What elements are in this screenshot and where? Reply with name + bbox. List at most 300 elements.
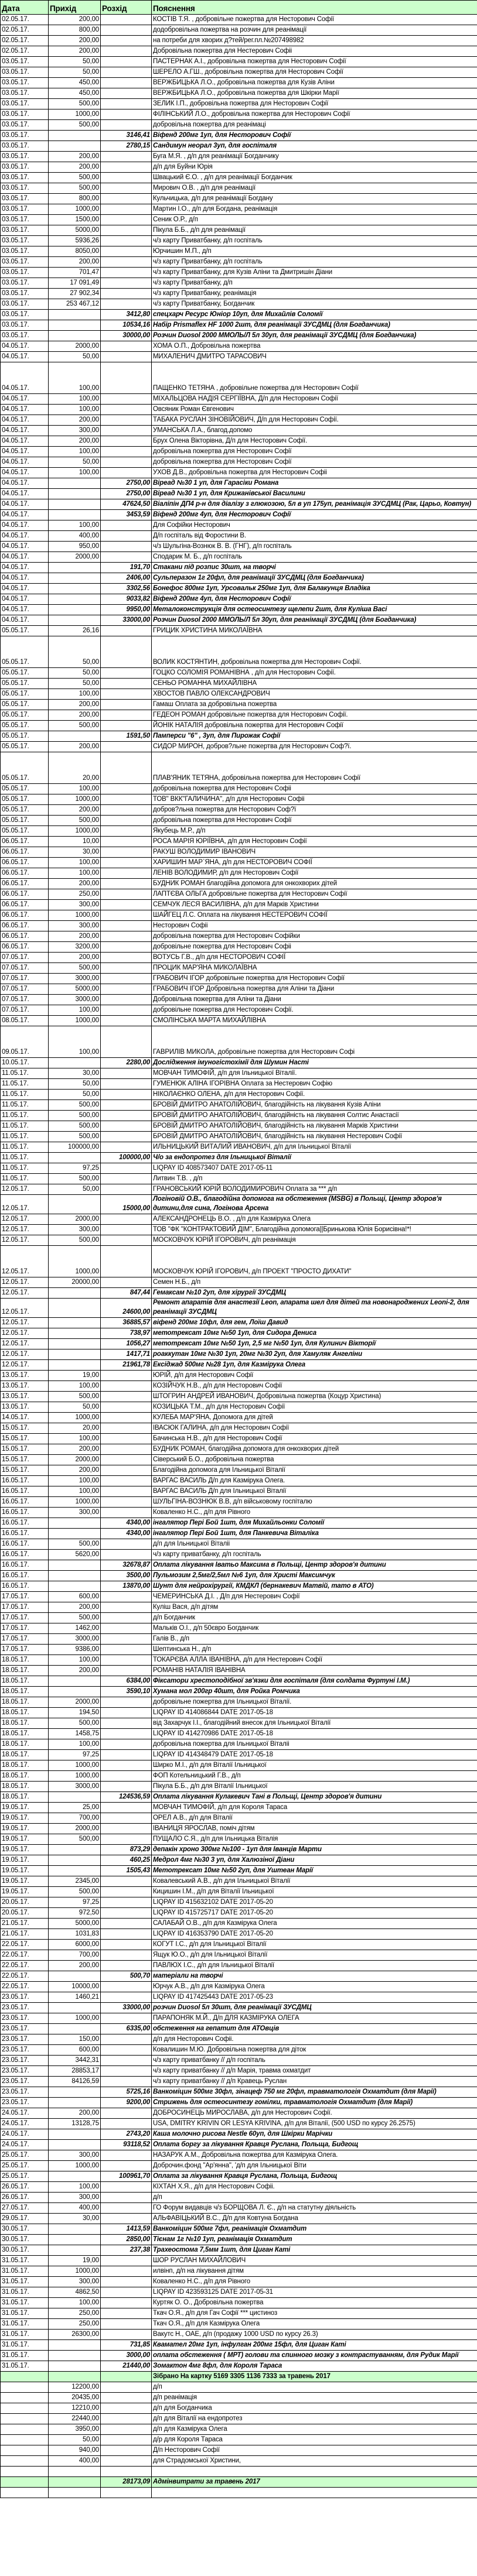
description-cell: ч/з карту Приватбанку, для Кузів Аліни та Дмитришін Діани xyxy=(152,268,477,278)
income-cell: 500,00 xyxy=(49,1132,101,1142)
date-cell: 11.05.17. xyxy=(1,1079,49,1090)
date-cell: 19.05.17. xyxy=(1,1855,49,1866)
income-cell: 3200,00 xyxy=(49,942,101,953)
expense-cell xyxy=(101,1235,152,1246)
income-cell: 800,00 xyxy=(49,194,101,204)
description-cell: ПУЩАЛО С.Я., д/п для Ільницька Віталія xyxy=(152,1834,477,1845)
expense-cell xyxy=(101,2435,152,2445)
table-row xyxy=(1,2298,477,2308)
expense-cell xyxy=(101,236,152,246)
description-cell: добров?льна пожертва для Несторович Соф?ї xyxy=(152,805,477,816)
date-cell: 14.05.17. xyxy=(1,1413,49,1423)
table-row xyxy=(1,1666,477,1676)
table-row xyxy=(1,1299,477,1318)
description-cell: Ткач О.Я., д/п для Гач Софії *** цистиноз xyxy=(152,2308,477,2319)
expense-cell: 873,29 xyxy=(101,1845,152,1855)
table-row xyxy=(1,1560,477,1571)
date-cell: 03.05.17. xyxy=(1,99,49,109)
table-row xyxy=(1,2003,477,2013)
description-cell: Ковалевський А.В., д/п для Ільницької Віталії xyxy=(152,1876,477,1887)
income-cell xyxy=(49,1349,101,1360)
description-cell: Розчин Duosol 2000 ММОЛЬ/Л 5л 30уп, для реанімації ЗУСДМЦ (для Богданчика) xyxy=(152,615,477,626)
date-cell: 18.05.17. xyxy=(1,1666,49,1676)
table-row xyxy=(1,478,477,489)
date-cell: 17.05.17. xyxy=(1,1592,49,1602)
expense-cell xyxy=(101,1277,152,1288)
income-cell: 50,00 xyxy=(49,2435,101,2445)
table-row xyxy=(1,1581,477,1592)
table-row xyxy=(1,1058,477,1068)
description-cell: LIQPAY ID 415725717 DATE 2017-05-20 xyxy=(152,1908,477,1919)
expense-cell: 21440,00 xyxy=(101,2361,152,2372)
income-cell: 3000,00 xyxy=(49,1782,101,1792)
table-row xyxy=(1,2087,477,2098)
expense-cell: 1056,27 xyxy=(101,1339,152,1349)
date-cell: 03.05.17. xyxy=(1,162,49,173)
description-cell: Віаліпін ДП4 р-н для діалізу з глюкозою, 5л в уп 175уп, реанімація ЗУСДМЦ (Рак, Царьо, Ковтун) xyxy=(152,499,477,510)
table-row xyxy=(1,194,477,204)
table-row xyxy=(1,352,477,362)
expense-cell xyxy=(101,742,152,752)
expense-cell xyxy=(101,868,152,879)
income-cell: 19,00 xyxy=(49,1371,101,1381)
income-cell: 2000,00 xyxy=(49,1824,101,1834)
date-cell: 19.05.17. xyxy=(1,1803,49,1813)
date-cell: 31.05.17. xyxy=(1,2361,49,2372)
description-cell: Трахеостома 7,5мм 1шт, для Циган Каті xyxy=(152,2245,477,2256)
expense-cell xyxy=(101,995,152,1005)
date-cell: 23.05.17. xyxy=(1,2056,49,2066)
expense-cell: 3146,41 xyxy=(101,131,152,141)
income-cell: 10000,00 xyxy=(49,1982,101,1992)
income-cell: 500,00 xyxy=(49,1718,101,1729)
income-cell xyxy=(49,2361,101,2372)
date-cell: 03.05.17. xyxy=(1,109,49,120)
date-cell: 16.05.17. xyxy=(1,1571,49,1581)
description-cell: РОСА МАРІЯ ЮРІЇВНА, д/п для Несторович Софії xyxy=(152,837,477,847)
table-row xyxy=(1,2456,477,2467)
income-cell: 100,00 xyxy=(49,2298,101,2308)
income-cell: 300,00 xyxy=(49,921,101,931)
table-row xyxy=(1,974,477,984)
description-cell: ШТОГРИН АНДРЕЙ ИВАНОВИЧ, Добровільна пожертва (Коцур Христина) xyxy=(152,1392,477,1402)
income-cell: 200,00 xyxy=(49,436,101,447)
income-cell xyxy=(49,310,101,320)
table-row xyxy=(1,141,477,152)
date-cell: 13.05.17. xyxy=(1,1371,49,1381)
description-cell: Хумана мол 200гр 40шт, для Ройка Ромчика xyxy=(152,1687,477,1697)
expense-cell xyxy=(101,2445,152,2456)
date-cell: 26.05.17. xyxy=(1,2182,49,2193)
description-cell: ДОБРОСИНЕЦЬ МИРОСЛАВА, д/п для Несторович Софії. xyxy=(152,2108,477,2119)
income-cell: 12210,00 xyxy=(49,2403,101,2414)
income-cell: 2000,00 xyxy=(49,341,101,352)
table-row xyxy=(1,2424,477,2435)
table-row xyxy=(1,1592,477,1602)
description-cell: САЛАБАЙ О.В., д/п для Казмірука Олега xyxy=(152,1919,477,1929)
table-row xyxy=(1,689,477,700)
expense-cell xyxy=(101,468,152,478)
table-row xyxy=(1,2056,477,2066)
expense-cell: 93118,52 xyxy=(101,2140,152,2150)
expense-cell xyxy=(101,1623,152,1634)
date-cell: 17.05.17. xyxy=(1,1634,49,1645)
table-row xyxy=(1,984,477,995)
table-row xyxy=(1,858,477,868)
table-row xyxy=(1,2129,477,2140)
table-row xyxy=(1,173,477,183)
date-cell: 03.05.17. xyxy=(1,152,49,162)
description-cell: Куртяк О. О., Добровільна пожертва xyxy=(152,2298,477,2308)
expense-cell xyxy=(101,46,152,57)
description-cell: Логіновій О.В., благодійна допомога на обстеження (MSBG) в Польщі, Центр здоров'я дитини,для сина, Логінова Арсена xyxy=(152,1195,477,1214)
description-cell: Галів В., д/п xyxy=(152,1634,477,1645)
description-cell: додобровільна пожертва на розчин для реанімації xyxy=(152,25,477,36)
expense-cell xyxy=(101,1718,152,1729)
date-cell: 05.05.17. xyxy=(1,626,49,636)
table-row xyxy=(1,162,477,173)
table-row xyxy=(1,78,477,88)
table-row xyxy=(1,1760,477,1771)
table-row xyxy=(1,1708,477,1718)
expense-cell xyxy=(101,847,152,858)
income-cell: 1000,00 xyxy=(49,1016,101,1026)
income-cell: 200,00 xyxy=(49,257,101,268)
date-cell: 07.05.17. xyxy=(1,995,49,1005)
table-row xyxy=(1,837,477,847)
description-cell: Пікула Б.Б., д/п для Віталії Ільницької xyxy=(152,1782,477,1792)
expense-cell xyxy=(101,931,152,942)
description-cell: ч/з карту Приватбанку, д/п госпіталь xyxy=(152,236,477,246)
date-cell: 15.05.17. xyxy=(1,1465,49,1476)
date-cell: 31.05.17. xyxy=(1,2266,49,2277)
income-cell xyxy=(49,1339,101,1349)
income-cell: 300,00 xyxy=(49,1508,101,1518)
expense-cell xyxy=(101,1897,152,1908)
table-row xyxy=(1,320,477,331)
income-cell xyxy=(49,584,101,594)
expense-cell xyxy=(101,436,152,447)
table-row xyxy=(1,183,477,194)
description-cell: Віфенд 200мг 1уп, для Несторович Софії xyxy=(152,131,477,141)
expense-cell xyxy=(101,415,152,426)
table-row xyxy=(1,784,477,794)
income-cell: 50,00 xyxy=(49,57,101,67)
income-cell: 1031,83 xyxy=(49,1929,101,1940)
description-cell: Тієнам 1г №10 1уп, реанімація Охматдит xyxy=(152,2235,477,2245)
income-cell xyxy=(49,1866,101,1876)
income-cell xyxy=(49,731,101,742)
expense-cell xyxy=(101,1666,152,1676)
date-cell: 16.05.17. xyxy=(1,1550,49,1560)
expense-cell xyxy=(101,2256,152,2266)
description-cell: МОСКОВЧУК ЮРІЙ ІГОРОВИЧ, д/п реанімація xyxy=(152,1235,477,1246)
income-cell: 1000,00 xyxy=(49,109,101,120)
table-row xyxy=(1,1539,477,1550)
expense-cell xyxy=(101,2108,152,2119)
date-cell: 06.05.17. xyxy=(1,868,49,879)
income-cell: 50,00 xyxy=(49,636,101,668)
table-row xyxy=(1,225,477,236)
date-cell: 02.05.17. xyxy=(1,46,49,57)
expense-cell xyxy=(101,1602,152,1613)
expense-cell xyxy=(101,1121,152,1132)
expense-cell xyxy=(101,204,152,215)
date-cell: 12.05.17. xyxy=(1,1195,49,1214)
description-cell xyxy=(152,2467,477,2477)
date-cell: 03.05.17. xyxy=(1,310,49,320)
income-cell xyxy=(49,573,101,584)
date-cell: 18.05.17. xyxy=(1,1760,49,1771)
expense-cell xyxy=(101,1090,152,1100)
income-cell: 100,00 xyxy=(49,1655,101,1666)
expense-cell xyxy=(101,299,152,310)
income-cell: 50,00 xyxy=(49,457,101,468)
income-cell: 500,00 xyxy=(49,1174,101,1184)
income-cell: 19,00 xyxy=(49,2256,101,2266)
description-cell: ПАСТЕРНАК А.І., добровільна пожертва для Несторович Софії xyxy=(152,57,477,67)
table-row xyxy=(1,1792,477,1803)
description-cell: ШУЛЬГІНА-ВОЗНЮК В.В, д/п військовому госпіталю xyxy=(152,1497,477,1508)
expense-cell: 100000,00 xyxy=(101,1153,152,1163)
expense-cell xyxy=(101,2077,152,2087)
income-cell: 200,00 xyxy=(49,36,101,46)
table-row xyxy=(1,1465,477,1476)
table-row xyxy=(1,2287,477,2298)
income-cell: 12200,00 xyxy=(49,2382,101,2393)
date-cell: 04.05.17. xyxy=(1,605,49,615)
income-cell xyxy=(49,1058,101,1068)
income-cell: 1000,00 xyxy=(49,1413,101,1423)
income-cell: 972,50 xyxy=(49,1908,101,1919)
date-cell: 24.05.17. xyxy=(1,2119,49,2129)
date-cell: 19.05.17. xyxy=(1,1813,49,1824)
date-cell: 04.05.17. xyxy=(1,457,49,468)
table-row xyxy=(1,552,477,563)
table-row xyxy=(1,2351,477,2361)
date-cell: 04.05.17. xyxy=(1,478,49,489)
date-cell: 11.05.17. xyxy=(1,1132,49,1142)
table-row xyxy=(1,1016,477,1026)
expense-cell xyxy=(101,2488,152,2498)
income-cell xyxy=(49,1845,101,1855)
expense-cell: 3412,80 xyxy=(101,310,152,320)
description-cell: д/п для Казмірука Олега xyxy=(152,2424,477,2435)
table-row xyxy=(1,1550,477,1560)
description-cell: Семен Н.Б., д/п xyxy=(152,1277,477,1288)
description-cell: ПЛАВ'ЯНИК ТЕТЯНА, добровільна пожертва для Несторович Софії xyxy=(152,752,477,784)
date-cell: 18.05.17. xyxy=(1,1655,49,1666)
description-cell: Стакани під розпис 30шт, на творчі xyxy=(152,563,477,573)
expense-cell xyxy=(101,1371,152,1381)
table-row xyxy=(1,942,477,953)
income-cell xyxy=(49,1518,101,1529)
income-cell: 250,00 xyxy=(49,889,101,900)
table-row xyxy=(1,542,477,552)
table-row xyxy=(1,405,477,415)
description-cell: ГЕДЕОН РОМАН добровільне пожертва для Несторович Софії. xyxy=(152,710,477,721)
income-cell xyxy=(49,2171,101,2182)
table-row xyxy=(1,2235,477,2245)
table-row xyxy=(1,2277,477,2287)
table-row xyxy=(1,1497,477,1508)
date-cell: 15.05.17. xyxy=(1,1434,49,1444)
income-cell xyxy=(49,1195,101,1214)
income-cell: 3000,00 xyxy=(49,974,101,984)
table-row xyxy=(1,447,477,457)
table-header xyxy=(1,1,477,15)
date-cell: 05.05.17. xyxy=(1,679,49,689)
date-cell: 03.05.17. xyxy=(1,204,49,215)
table-row xyxy=(1,499,477,510)
date-cell: 16.05.17. xyxy=(1,1508,49,1518)
expense-cell xyxy=(101,805,152,816)
expense-cell xyxy=(101,1174,152,1184)
table-row xyxy=(1,25,477,36)
expense-cell: 3000,00 xyxy=(101,2351,152,2361)
description-cell: д/р для Короля Тараса xyxy=(152,2435,477,2445)
date-cell: 03.05.17. xyxy=(1,173,49,183)
expense-cell xyxy=(101,1402,152,1413)
date-cell: 23.05.17. xyxy=(1,2034,49,2045)
income-cell: 500,00 xyxy=(49,173,101,183)
description-cell: КОГУТ І.С., д/п для Ільницької Віталії xyxy=(152,1940,477,1950)
table-row xyxy=(1,2077,477,2087)
expense-cell xyxy=(101,457,152,468)
date-cell: 11.05.17. xyxy=(1,1090,49,1100)
expense-cell xyxy=(101,1950,152,1961)
expense-cell: 2406,00 xyxy=(101,573,152,584)
expense-cell xyxy=(101,1392,152,1402)
income-cell: 500,00 xyxy=(49,1613,101,1623)
description-cell: оплата обстеження ( МРТ) голови та спинного мозку з контрастуванням, для Рудик Марії xyxy=(152,2351,477,2361)
income-cell xyxy=(49,615,101,626)
table-row xyxy=(1,331,477,341)
table-row xyxy=(1,742,477,752)
expense-cell xyxy=(101,700,152,710)
table-row xyxy=(1,2203,477,2214)
description-cell: ч/з карту Приватбанку, д/п xyxy=(152,278,477,289)
table-row xyxy=(1,2024,477,2034)
expense-cell xyxy=(101,2330,152,2340)
expense-cell: 2750,00 xyxy=(101,489,152,499)
income-cell: 50,00 xyxy=(49,668,101,679)
description-cell: ЙОНІК НАТАЛІЯ добровільна пожертва для Несторович Софії xyxy=(152,721,477,731)
expense-cell xyxy=(101,1111,152,1121)
table-row xyxy=(1,2171,477,2182)
income-cell: 2000,00 xyxy=(49,1455,101,1465)
expense-cell: 6384,00 xyxy=(101,1676,152,1687)
description-cell: Ч/о за ендопротез для Ільницької Віталії xyxy=(152,1153,477,1163)
income-cell: 100,00 xyxy=(49,394,101,405)
date-cell xyxy=(1,2424,49,2435)
description-cell: Ковалишин М.Ю. Добровільна пожертва для діток xyxy=(152,2045,477,2056)
description-cell: ТОКАРЄВА АЛЛА ІВАНІВНА, д/п для Нестерович Софії xyxy=(152,1655,477,1666)
description-cell: Литвин Т.В. , д/п xyxy=(152,1174,477,1184)
date-cell: 04.05.17. xyxy=(1,531,49,542)
income-cell: 1000,00 xyxy=(49,2013,101,2024)
table-row xyxy=(1,1195,477,1214)
description-cell: ГУМЕНЮК АЛІНА ІГОРІВНА Оплата за Нестерович Софію xyxy=(152,1079,477,1090)
income-cell xyxy=(49,563,101,573)
income-cell: 500,00 xyxy=(49,1100,101,1111)
table-row xyxy=(1,436,477,447)
table-row xyxy=(1,1328,477,1339)
date-cell: 12.05.17. xyxy=(1,1299,49,1318)
date-cell: 12.05.17. xyxy=(1,1360,49,1371)
expense-cell xyxy=(101,15,152,25)
expense-cell: 100961,70 xyxy=(101,2171,152,2182)
table-row xyxy=(1,1529,477,1539)
description-cell: Сподарик М. Б., д/п госпіталь xyxy=(152,552,477,563)
expense-cell xyxy=(101,2456,152,2467)
date-cell: 03.05.17. xyxy=(1,67,49,78)
income-cell xyxy=(49,2140,101,2150)
table-row xyxy=(1,1992,477,2003)
income-cell: 600,00 xyxy=(49,2045,101,2056)
expense-cell xyxy=(101,953,152,963)
expense-cell xyxy=(101,1982,152,1992)
description-cell: ч/з Шульгіна-Вознюк В. В. (ГНГ), д/п госпіталь xyxy=(152,542,477,552)
date-cell: 05.05.17. xyxy=(1,816,49,826)
income-cell: 1000,00 xyxy=(49,204,101,215)
expense-cell xyxy=(101,2467,152,2477)
table-row xyxy=(1,1887,477,1897)
description-cell: Метотрексат 10мг №50 2уп, для Уштеан Марії xyxy=(152,1866,477,1876)
description-cell: добровільна пожертва для Несторович Софійки xyxy=(152,931,477,942)
expense-cell xyxy=(101,173,152,183)
description-cell: ГРИЦИК ХРИСТИНА МИКОЛАЇВНА xyxy=(152,626,477,636)
income-cell xyxy=(49,1560,101,1571)
date-cell: 12.05.17. xyxy=(1,1328,49,1339)
description-cell: Швацький Є.О. , д/п для реанімації Богданчик xyxy=(152,173,477,183)
date-cell xyxy=(1,2393,49,2403)
table-row xyxy=(1,1855,477,1866)
description-cell: КУЛЕБА МАР'ЯНА, Допомога для дітей xyxy=(152,1413,477,1423)
date-cell: 26.05.17. xyxy=(1,2193,49,2203)
description-cell: ПАВЛЮХ І.С., д/п для Ільницької Віталії xyxy=(152,1961,477,1971)
date-cell: 03.05.17. xyxy=(1,320,49,331)
description-cell: д/п для Віталії на ендопротез xyxy=(152,2414,477,2424)
table-row xyxy=(1,2161,477,2171)
expense-cell xyxy=(101,1992,152,2003)
expense-cell: 2280,00 xyxy=(101,1058,152,1068)
date-cell: 04.05.17. xyxy=(1,499,49,510)
income-cell xyxy=(49,331,101,341)
date-cell: 11.05.17. xyxy=(1,1111,49,1121)
expense-cell xyxy=(101,447,152,457)
date-cell: 24.05.17. xyxy=(1,2140,49,2150)
description-cell: РАКУШ ВОЛОДИМИР ІВАНОВИЧ xyxy=(152,847,477,858)
expense-cell xyxy=(101,394,152,405)
table-row xyxy=(1,2477,477,2488)
table-row xyxy=(1,1803,477,1813)
table-row xyxy=(1,2193,477,2203)
table-row xyxy=(1,1434,477,1444)
income-cell xyxy=(49,1328,101,1339)
date-cell: 18.05.17. xyxy=(1,1792,49,1803)
date-cell: 27.05.17. xyxy=(1,2203,49,2214)
table-row xyxy=(1,615,477,626)
table-row xyxy=(1,963,477,974)
description-cell: Квамател 20мг 1уп, інфулган 200мг 15фл, для Циган Каті xyxy=(152,2340,477,2351)
description-cell: НІКОЛАЄНКО ОЛЕНА, д/п для Несторович Софії. xyxy=(152,1090,477,1100)
table-row xyxy=(1,2308,477,2319)
expense-cell xyxy=(101,1961,152,1971)
description-cell: д/п Богданчик xyxy=(152,1613,477,1623)
income-cell: 100,00 xyxy=(49,868,101,879)
income-cell: 200,00 xyxy=(49,162,101,173)
